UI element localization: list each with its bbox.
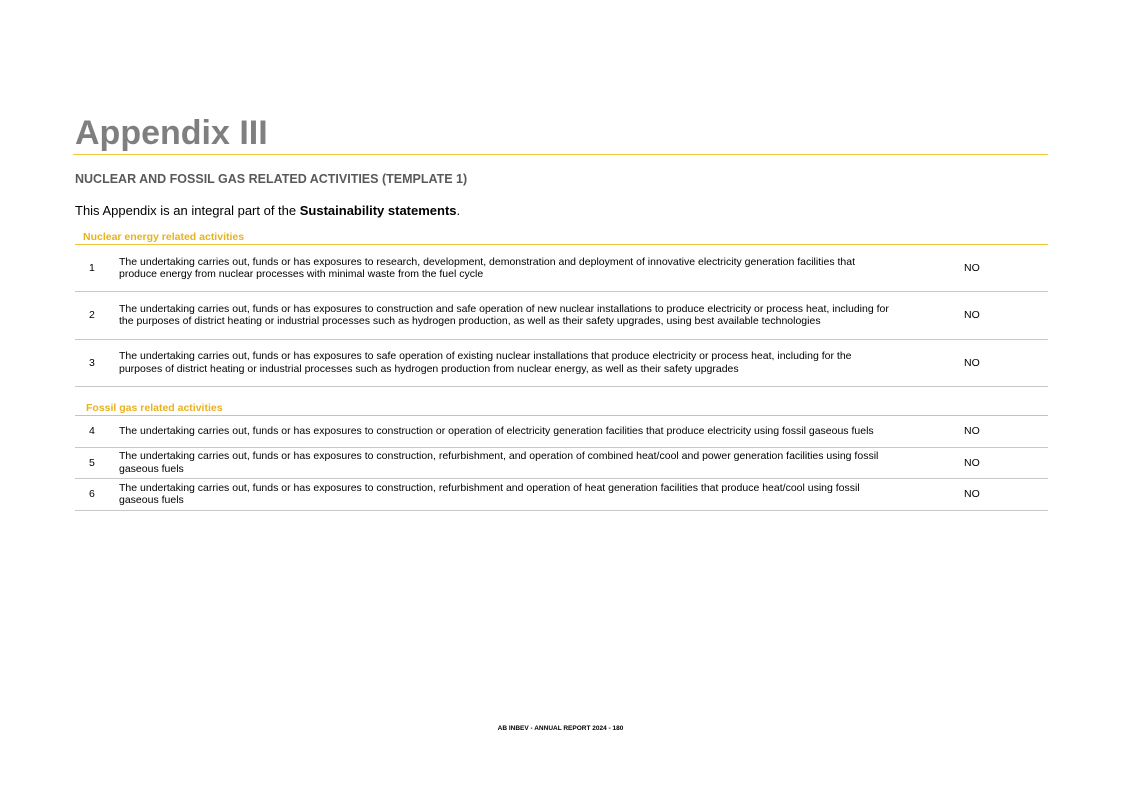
row-number: 4 (89, 425, 95, 438)
fossil-gas-activities-table (75, 402, 1048, 511)
nuclear-activities-table (75, 231, 1048, 387)
table-row (75, 340, 1048, 387)
intro-paragraph (75, 202, 460, 219)
row-description: The undertaking carries out, funds or has exposures to construction or operation of electricity generation facilities that produce electricity using fossil gaseous fuels (119, 425, 874, 438)
table-row (75, 245, 1048, 292)
table-row (75, 292, 1048, 339)
row-answer: NO (964, 356, 980, 369)
row-number: 1 (89, 262, 95, 274)
intro-prefix: This Appendix is an integral part of the (75, 203, 300, 218)
page-footer: AB INBEV - ANNUAL REPORT 2024 - 180 (497, 725, 624, 732)
row-number: 3 (89, 356, 95, 369)
row-answer: NO (964, 488, 980, 501)
row-answer: NO (964, 456, 980, 469)
row-answer: NO (964, 425, 980, 438)
intro-suffix: . (456, 203, 461, 218)
table-row (75, 479, 1048, 511)
row-description: The undertaking carries out, funds or has exposures to research, development, demonstration and deployment of innovative electricity generation facilities that produce energy from nuclear processes with minimal waste from the fuel cycle (119, 255, 855, 281)
row-number: 2 (89, 309, 95, 322)
fossil-section-header: Fossil gas related activities (75, 402, 1048, 416)
row-number: 5 (89, 456, 95, 469)
intro-link-text: Sustainability statements (299, 203, 457, 218)
title-divider (73, 154, 1048, 155)
row-answer: NO (964, 309, 980, 322)
row-number: 6 (89, 488, 95, 501)
row-description: The undertaking carries out, funds or has exposures to construction, refurbishment, and operation of combined heat/cool and power generation facilities using fossil gaseous fuels (119, 450, 879, 475)
table-row (75, 416, 1048, 448)
row-description: The undertaking carries out, funds or has exposures to construction and safe operation of new nuclear installations to produce electricity or process heat, including for the purposes of district heating or industrial processes such as hydrogen production, as well as their safety upgrades, using best available technologies (119, 303, 889, 328)
row-answer: NO (964, 262, 980, 274)
table-row (75, 448, 1048, 480)
row-description: The undertaking carries out, funds or has exposures to construction, refurbishment and operation of heat generation facilities that produce heat/cool using fossil gaseous fuels (119, 481, 860, 507)
section-subtitle: NUCLEAR AND FOSSIL GAS RELATED ACTIVITIES (TEMPLATE 1) (75, 172, 468, 186)
row-description: The undertaking carries out, funds or has exposures to safe operation of existing nuclear installations that produce electricity or process heat, including for the purposes of district heating or industrial processes such as hydrogen production from nuclear energy, as well as their safety upgrades (119, 350, 852, 375)
nuclear-section-header: Nuclear energy related activities (75, 231, 1048, 245)
page-title: Appendix III (75, 114, 268, 152)
